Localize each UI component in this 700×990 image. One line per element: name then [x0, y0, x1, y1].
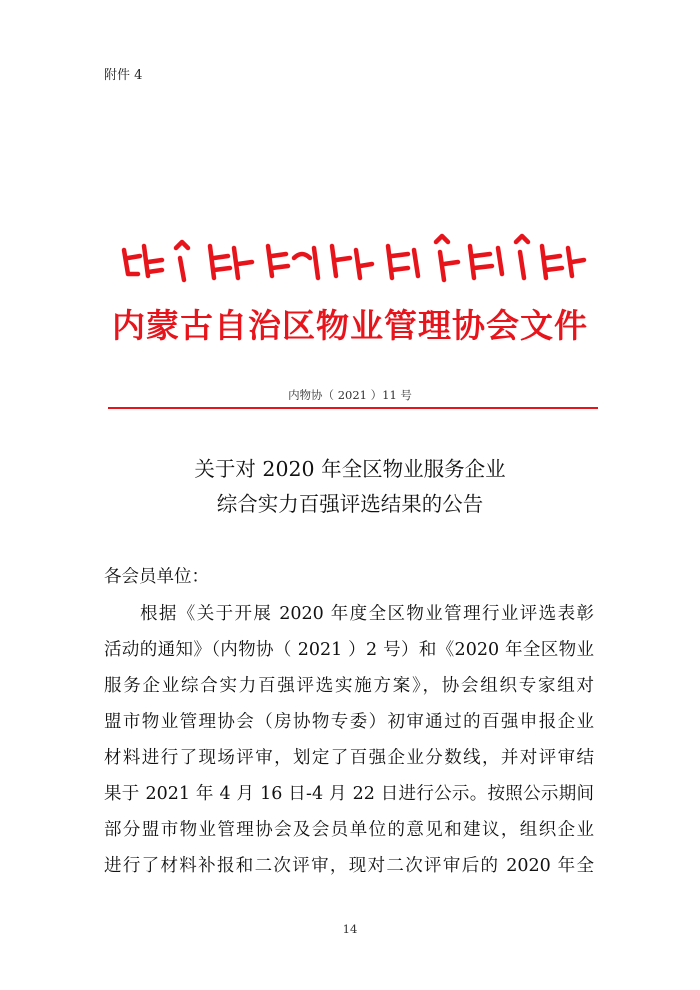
document-number: 内物协（ 2021 ）11 号 [288, 388, 412, 402]
body-line: 服务企业综合实力百强评选实施方案》，协会组织专家组对 [104, 676, 594, 696]
issuer-header-title: 内蒙古自治区物业管理协会文件 [112, 306, 588, 345]
page-number: 14 [342, 922, 358, 936]
salutation: 各会员单位： [104, 567, 209, 587]
body-line: 盟市物业管理协会（房协物专委）初审通过的百强申报企业 [104, 712, 594, 732]
body-line: 活动的通知》（内物协（ 2021 ）2 号）和《2020 年全区物业 [104, 640, 594, 660]
header-red-rule [108, 407, 598, 409]
attachment-label: 附件 4 [104, 68, 143, 83]
body-line: 进行了材料补报和二次评审，现对二次评审后的 2020 年全 [104, 856, 594, 876]
notice-title-line-2: 综合实力百强评选结果的公告 [216, 492, 484, 516]
notice-title-line-1: 关于对 2020 年全区物业服务企业 [194, 457, 506, 481]
body-line: 果于 2021 年 4 月 16 日-4 月 22 日进行公示。按照公示期间 [104, 784, 594, 804]
mongolian-script-header [118, 228, 588, 284]
body-line: 部分盟市物业管理协会及会员单位的意见和建议，组织企业 [104, 820, 594, 840]
body-line: 材料进行了现场评审，划定了百强企业分数线，并对评审结 [104, 748, 594, 768]
body-line: 根据《关于开展 2020 年度全区物业管理行业评选表彰 [140, 604, 594, 624]
